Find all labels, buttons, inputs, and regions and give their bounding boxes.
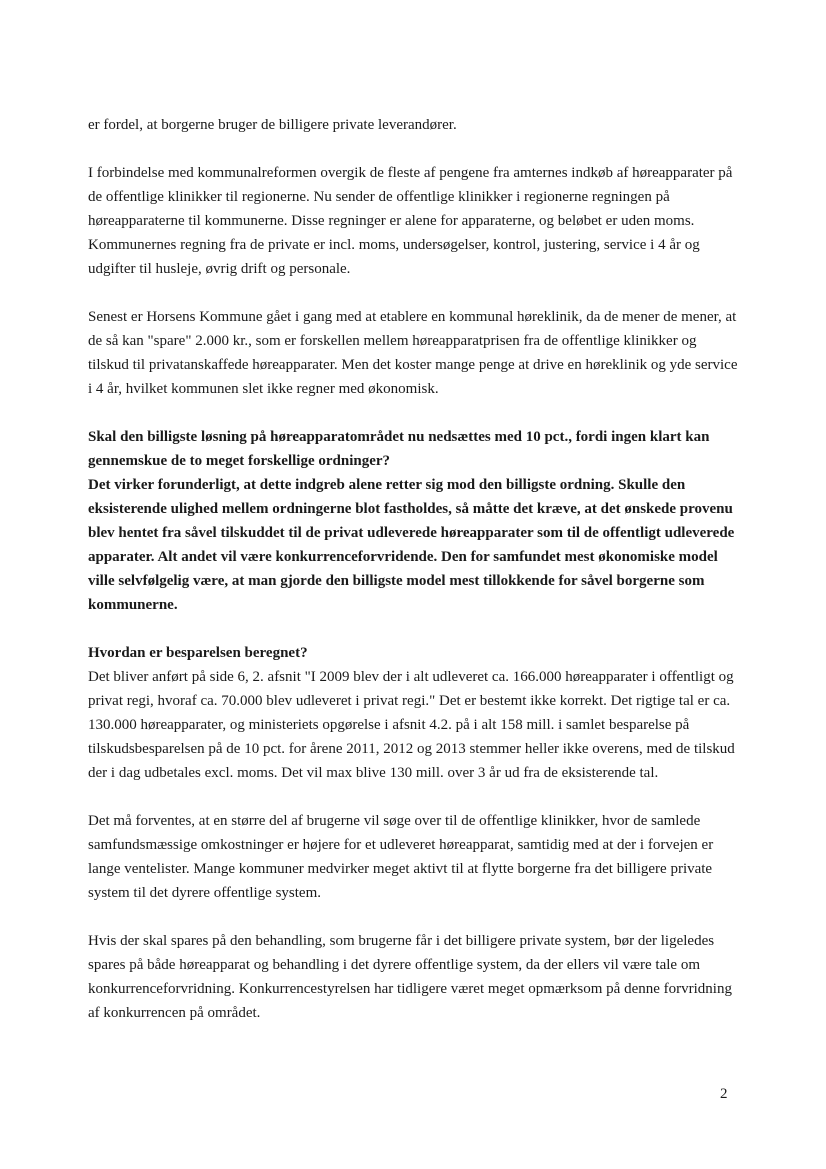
page-number: 2: [720, 1086, 728, 1102]
section-body: Det bliver anført på side 6, 2. afsnit "I 2009 blev der i alt udleveret ca. 166.000 høreapparater i offentligt og privat regi, hvoraf ca. 70.000 blev udleveret i privat regi." Det er bestemt ikke korrekt. Det rigtige tal er ca. 130.000 høreapparater, og ministeriets opgørelse i afsnit 4.2. på i alt 158 mill. i samlet besparelse på tilskudsbesparelsen på de 10 pct. for årene 2011, 2012 og 2013 stemmer heller ikke overens, med de tilskud der i dag udbetales excl. moms. Det vil max blive 130 mill. over 3 år ud fra de eksisterende tal.: [88, 669, 735, 781]
paragraph-intro: [88, 113, 738, 137]
paragraph-text: Hvis der skal spares på den behandling, som brugerne får i det billigere private system, bør der ligeledes spares på både høreapparat og behandling i det dyrere offentlige system, da der ellers vil være tale om konkurrenceforvridning. Konkurrencestyrelsen har tidligere været meget opmærksom på denne forvridning af konkurrencen på området.: [88, 933, 732, 1021]
document-page: [88, 113, 738, 1049]
paragraph-horsens: [88, 305, 738, 401]
paragraph-offentlige-klinikker: [88, 809, 738, 905]
section-heading: Skal den billigste løsning på høreapparatområdet nu nedsættes med 10 pct., fordi ingen klart kan gennemskue de to meget forskellige ordninger?: [88, 429, 710, 469]
paragraph-text: I forbindelse med kommunalreformen overgik de fleste af pengene fra amternes indkøb af høreapparater på de offentlige klinikker til regionerne. Nu sender de offentlige klinikker i regionerne regningen på høreapparaterne til kommunerne. Disse regninger er alene for apparaterne, og beløbet er uden moms. Kommunernes regning fra de private er incl. moms, undersøgelser, kontrol, justering, service i 4 år og udgifter til husleje, øvrig drift og personale.: [88, 165, 733, 277]
section-heading: Hvordan er besparelsen beregnet?: [88, 645, 308, 661]
paragraph-text: Senest er Horsens Kommune gået i gang med at etablere en kommunal høreklinik, da de mener de mener, at de så kan "spare" 2.000 kr., som er forskellen mellem høreapparatprisen fra de offentlige klinikker og tilskud til privatanskaffede høreapparater. Men det koster mange penge at drive en høreklinik og yde service i 4 år, hvilket kommunen slet ikke regner med økonomisk.: [88, 309, 738, 397]
paragraph-text: er fordel, at borgerne bruger de billigere private leverandører.: [88, 117, 457, 133]
paragraph-text: Det må forventes, at en større del af brugerne vil søge over til de offentlige klinikker, hvor de samlede samfundsmæssige omkostninger er højere for et udleveret høreapparat, samtidig med at der i forvejen er lange ventelister. Mange kommuner medvirker meget aktivt til at flytte borgerne fra det billigere private system til det dyrere offentlige system.: [88, 813, 714, 901]
paragraph-kommunalreform: [88, 161, 738, 281]
section-body: Det virker forunderligt, at dette indgreb alene retter sig mod den billigste ordning. Skulle den eksisterende ulighed mellem ordningerne blot fastholdes, så måtte det kræve, at det ønskede provenu blev hentet fra såvel tilskuddet til de privat udleverede høreapparater som til de offentligt udleverede apparater. Alt andet vil være konkurrenceforvridende. Den for samfundet mest økonomiske model ville selvfølgelig være, at man gjorde den billigste model mest tillokkende for såvel borgerne som kommunerne.: [88, 477, 735, 613]
section-billigste-loesning: [88, 425, 738, 617]
section-besparelse: [88, 641, 738, 785]
paragraph-konkurrence: [88, 929, 738, 1025]
